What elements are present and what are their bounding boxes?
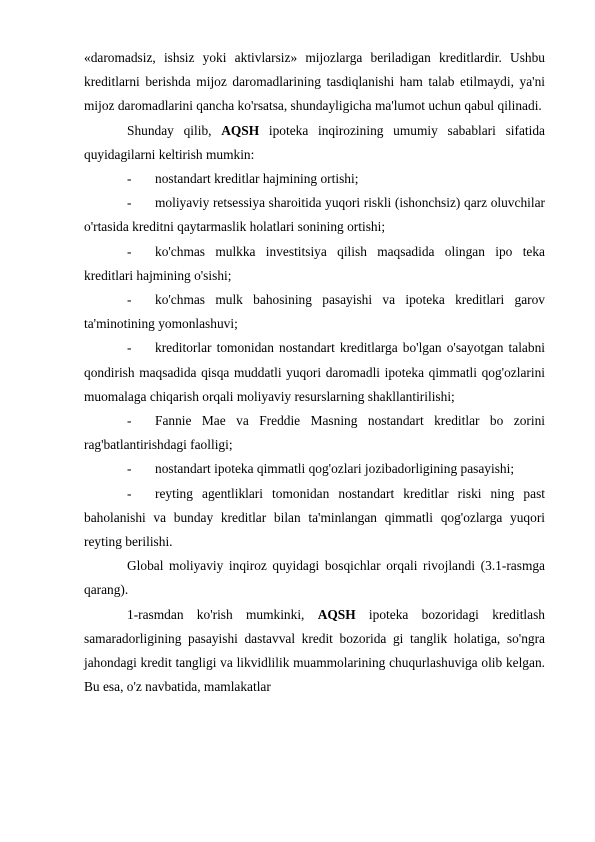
list-item-text: ko'chmas mulkka investitsiya qilish maqsadida olingan ipo teka kreditlari hajmining o'sishi; [84,243,545,283]
list-item [84,167,545,191]
list-item-text: nostandart kreditlar hajmining ortishi; [155,171,359,187]
list-item [84,409,545,457]
list-item-text: moliyaviy retsessiya sharoitida yuqori riskli (ishonchsiz) qarz oluvchilar o'rtasida kreditni qaytarmaslik holatlari sonining ortishi; [84,195,545,235]
list-item [84,240,545,288]
bullet-dash: - [127,171,132,187]
list-item-text: Fannie Mae va Freddie Masning nostandart kreditlar bo zorini rag'batlantirishdagi faolligi; [84,413,545,453]
text-run: 1-rasmdan ko'rish mumkinki, [127,606,318,622]
bullet-dash: - [127,413,132,429]
list-item [84,336,545,409]
list-item-text: ko'chmas mulk bahosining pasayishi va ipoteka kreditlari garov ta'minotining yomonlashuvi; [84,292,545,332]
bullet-dash: - [127,485,132,501]
list-item [84,457,545,481]
list-item-text: reyting agentliklari tomonidan nostandart kreditlar riski ning past baholanishi va bunday kreditlar bilan ta'minlangan qimmatli qog'ozlarga yuqori reyting berilishi. [84,485,545,550]
list-item [84,288,545,336]
paragraph-continuation: «daromadsiz, ishsiz yoki aktivlarsiz» mijozlarga beriladigan kreditlardir. Ushbu kreditlarni berishda mijoz daromadlarining tasdiqlanishi ham talab etilmaydi, ya'ni mijoz daromadlarini qancha ko'rsatsa, shundayligicha ma'lumot uchun qabul qilinadi. [84,50,545,114]
bullet-dash: - [127,340,132,356]
text-run: Shunday qilib, [127,122,222,138]
text-run: ipoteka inqirozining umumiy sabablari sifatida quyidagilarni keltirish mumkin: [84,122,545,162]
list-item [84,482,545,555]
text-run: ipoteka bozoridagi kreditlash samaradorligining pasayishi dastavval kredit bozorida gi tanglik holatiga, so'ngra jahondagi kredit tangligi va likvidlilik muammolarining chuqurlashuviga olib kelgan. Bu esa, o'z navbatida, mamlakatlar [84,606,545,695]
paragraph-stages: Global moliyaviy inqiroz quyidagi bosqichlar orqali rivojlandi (3.1-rasmga qarang). [84,558,545,598]
bullet-dash: - [127,292,132,308]
country-abbrev: AQSH [221,122,260,138]
list-item [84,191,545,239]
list-item-text: nostandart ipoteka qimmatli qog'ozlari jozibadorligining pasayishi; [155,461,515,477]
bullet-dash: - [127,461,132,477]
list-item-text: kreditorlar tomonidan nostandart kreditlarga bo'lgan o'sayotgan talabni qondirish maqsadida qisqa muddatli yuqori daromadli ipoteka qimmatli qog'ozlarini muomalaga chiqarish orqali moliyaviy resurslarning shakllantirilishi; [84,340,545,404]
document-page [84,46,545,699]
bullet-dash: - [127,243,132,259]
paragraph-causes-intro [84,119,545,167]
paragraph-figure-discussion [84,603,545,700]
bullet-dash: - [127,195,132,211]
country-abbrev: AQSH [317,606,356,622]
